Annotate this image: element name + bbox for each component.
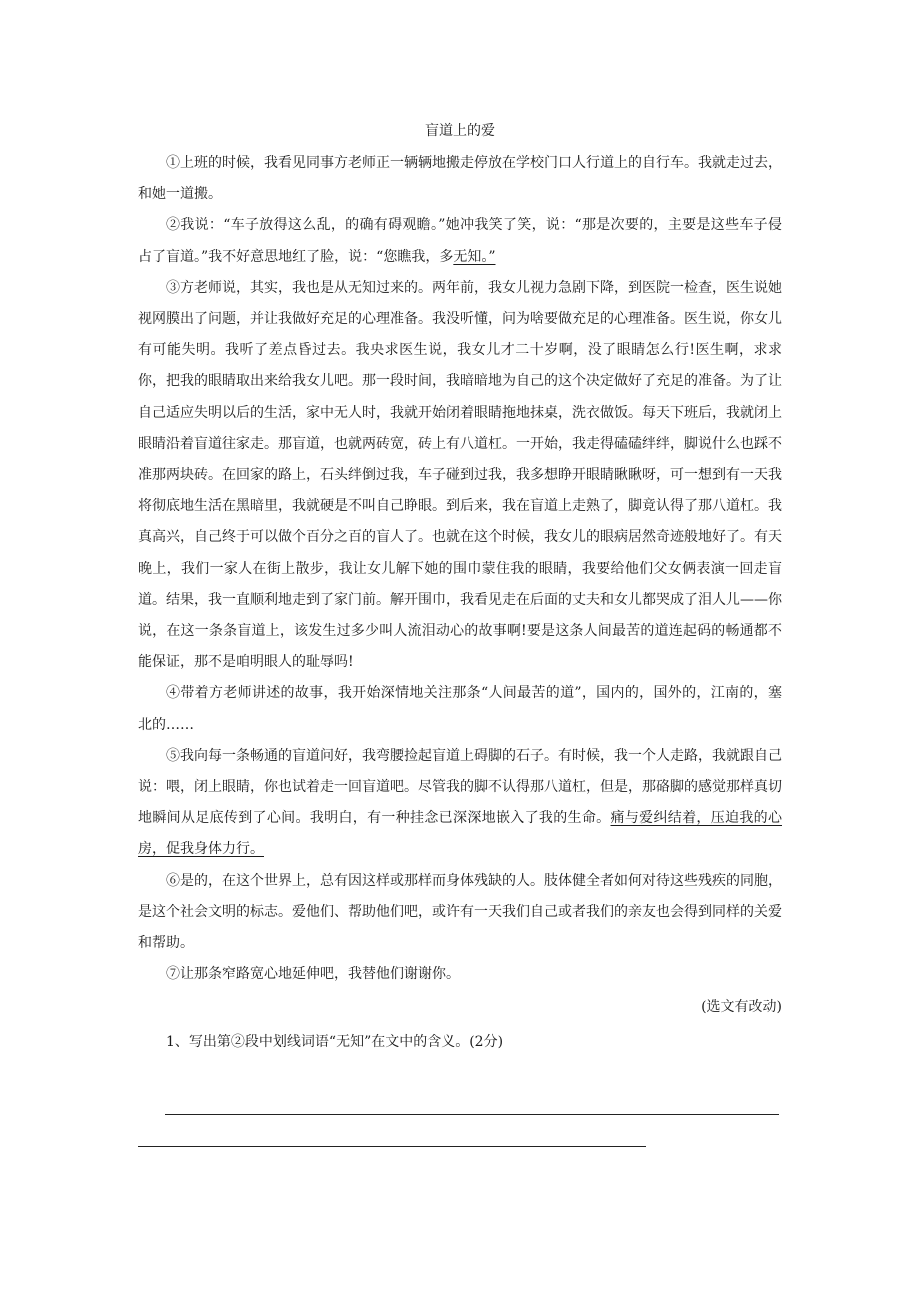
paragraph-2-text: ②我说：“车子放得这么乱，的确有碍观瞻。”她冲我笑了笑，说：“那是次要的，主要是这些车子侵占了盲道。”我不好意思地红了脸，说：“您瞧我，多 (138, 217, 782, 265)
paragraph-2 (138, 210, 782, 272)
answer-line (138, 1146, 646, 1147)
paragraph-6: ⑥是的，在这个世界上，总有因这样或那样而身体残缺的人。肢体健全者如何对待这些残疾的同胞，是这个社会文明的标志。爱他们、帮助他们吧，或许有一天我们自己或者我们的亲友也会得到同样的关爱和帮助。 (138, 872, 782, 952)
paragraph-3: ③方老师说，其实，我也是从无知过来的。两年前，我女儿视力急剧下降，到医院一检查，医生说她视网膜出了问题，并让我做好充足的心理准备。我没听懂，问为啥要做充足的心理准备。医生说，你女儿有可能失明。我听了差点昏过去。我央求医生说，我女儿才二十岁啊，没了眼睛怎么行!医生啊，求求你，把我的眼睛取出来给我女儿吧。那一段时间，我暗暗地为自己的这个决定做好了充足的准备。为了让自己适应失明以后的生活，家中无人时，我就开始闭着眼睛拖地抹桌，洗衣做饭。每天下班后，我就闭上眼睛沿着盲道往家走。那盲道，也就两砖宽，砖上有八道杠。一开始，我走得磕磕绊绊，脚说什么也踩不准那两块砖。在回家的路上，石头绊倒过我，车子碰到过我，我多想睁开眼睛瞅瞅呀，可一想到有一天我将彻底地生活在黑暗里，我就硬是不叫自己睁眼。到后来，我在盲道上走熟了，脚竟认得了那八道杠。我真高兴，自己终于可以做个百分之百的盲人了。也就在这个时候，我女儿的眼病居然奇迹般地好了。有天晚上，我们一家人在街上散步，我让女儿解下她的围巾蒙住我的眼睛，我要给他们父女俩表演一回走盲道。结果，我一直顺利地走到了家门前。解开围巾，我看见走在后面的丈夫和女儿都哭成了泪人儿——你说，在这一条条盲道上，该发生过多少叫人流泪动心的故事啊!要是这条人间最苦的道连起码的畅通都不能保证，那不是咱明眼人的耻辱吗! (138, 279, 782, 671)
underlined-word-wuzhi: 无知。” (453, 248, 496, 265)
paragraph-7: ⑦让那条窄路宽心地延伸吧，我替他们谢谢你。 (166, 966, 460, 983)
paragraph-4: ④带着方老师讲述的故事，我开始深情地关注那条“人间最苦的道”，国内的，国外的，江南的，塞北的…… (138, 685, 782, 733)
paragraph-5 (138, 741, 782, 866)
answer-line (165, 1114, 779, 1115)
document-page (138, 120, 782, 1058)
question-1: 1、写出第②段中划线词语“无知”在文中的含义。(2分) (166, 1034, 504, 1051)
source-note: (选文有改动) (701, 999, 782, 1016)
paragraph-1: ①上班的时候，我看见同事方老师正一辆辆地搬走停放在学校门口人行道上的自行车。我就走过去，和她一道搬。 (138, 155, 782, 203)
article-title: 盲道上的爱 (425, 123, 495, 139)
paragraph-5-text: ⑤我向每一条畅通的盲道问好，我弯腰捡起盲道上碍脚的石子。有时候，我一个人走路，我就跟自己说：喂，闭上眼睛，你也试着走一回盲道吧。尽管我的脚不认得那八道杠，但是，那硌脚的感觉那样真切地瞬间从足底传到了心间。我明白，有一种挂念已深深地嵌入了我的生命。 (138, 747, 782, 827)
underlined-sentence: 痛与爱纠结着，压迫我的心房，促我身体力行。 (138, 810, 782, 858)
